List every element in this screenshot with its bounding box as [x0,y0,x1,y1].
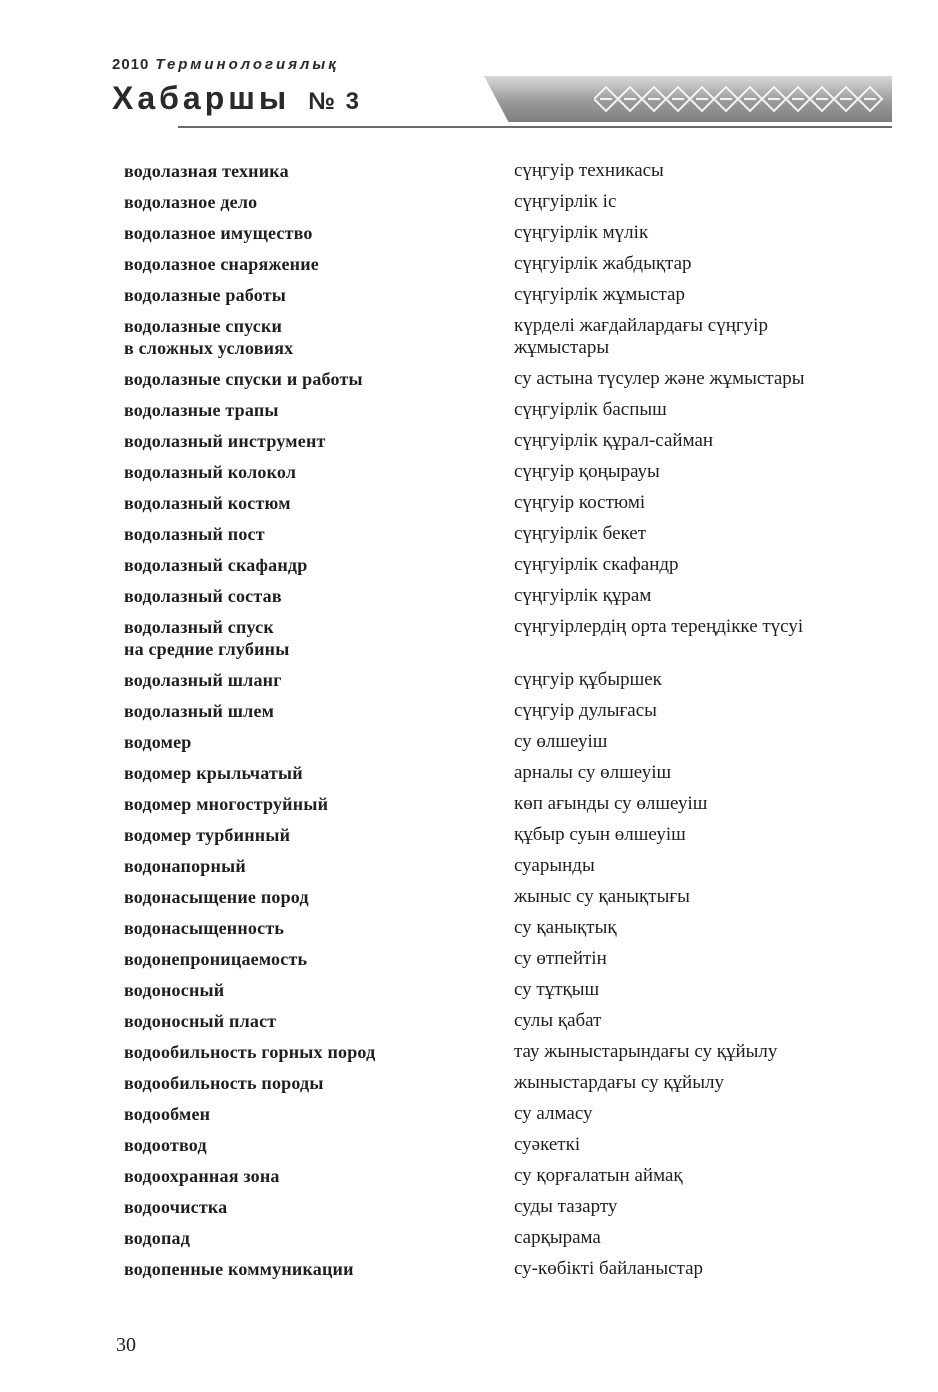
glossary-entry [124,160,894,182]
kazakh-term: сүңгуір костюмі [514,492,646,513]
kazakh-term: су-көбікті байланыстар [514,1258,704,1279]
glossary-entry [124,616,894,660]
russian-term: водомер турбинный [124,825,291,845]
ornament-pattern-icon [594,82,894,116]
kazakh-term: су қанықтық [514,917,617,938]
kazakh-term: су алмасу [514,1103,593,1124]
journal-series: Терминологиялық [155,56,339,73]
russian-term: водолазный спуск на средние глубины [124,617,290,659]
kazakh-term: сүңгуірлік жұмыстар [514,284,685,305]
glossary-entry [124,1165,894,1187]
glossary-entry [124,1010,894,1032]
glossary-entry [124,855,894,877]
glossary-entry [124,315,894,359]
journal-title: Хабаршы [112,80,291,116]
kazakh-term: суды тазарту [514,1196,618,1217]
glossary-entry [124,917,894,939]
glossary-entry [124,886,894,908]
russian-term: водонасыщение пород [124,887,309,907]
kazakh-term: сүңгуірлік скафандр [514,554,679,575]
russian-term: водомер многоструйный [124,794,329,814]
kazakh-term: сулы қабат [514,1010,602,1031]
kazakh-term: құбыр суын өлшеуіш [514,824,686,845]
russian-term: водообильность горных пород [124,1042,376,1062]
journal-series-line [112,56,339,73]
russian-term: водоотвод [124,1135,207,1155]
kazakh-term: сүңгуірлік құрал-сайман [514,430,714,451]
glossary-entry [124,700,894,722]
kazakh-term: тау жыныстарындағы су құйылу [514,1041,778,1062]
kazakh-term: сүңгуір қоңырауы [514,461,660,482]
glossary-entry [124,1103,894,1125]
glossary-entry [124,762,894,784]
russian-term: водонепроницаемость [124,949,308,969]
russian-term: водоочистка [124,1197,228,1217]
header-rule [178,126,892,128]
kazakh-term: күрделі жағдайлардағы сүңгуір жұмыстары [514,315,768,358]
glossary-entry [124,1258,894,1280]
glossary-entry [124,191,894,213]
russian-term: водоохранная зона [124,1166,280,1186]
glossary-entry [124,731,894,753]
kazakh-term: жыныс су қанықтығы [514,886,690,907]
russian-term: водомер [124,732,192,752]
russian-term: водолазный скафандр [124,555,308,575]
glossary-entry [124,461,894,483]
kazakh-term: суарынды [514,855,595,876]
glossary-entry [124,669,894,691]
glossary-entry [124,430,894,452]
russian-term: водолазные спуски и работы [124,369,363,389]
journal-issue: № 3 [308,88,362,115]
glossary-entry [124,1196,894,1218]
russian-term: водолазный костюм [124,493,291,513]
glossary-entry [124,253,894,275]
kazakh-term: сүңгуірлік іс [514,191,617,212]
kazakh-term: сүңгуірлік бекет [514,523,647,544]
kazakh-term: су өтпейтін [514,948,607,969]
glossary-entry [124,585,894,607]
kazakh-term: су қорғалатын аймақ [514,1165,683,1186]
glossary-entry [124,554,894,576]
kazakh-term: су тұтқыш [514,979,600,1000]
kazakh-term: сүңгуір дулығасы [514,700,657,721]
russian-term: водолазный колокол [124,462,297,482]
russian-term: водолазное дело [124,192,258,212]
glossary-entry [124,824,894,846]
glossary-entry [124,523,894,545]
kazakh-term: сүңгуірлердің орта тереңдікке түсуі [514,616,804,637]
russian-term: водолазные спуски в сложных условиях [124,316,294,358]
russian-term: водоносный [124,980,225,1000]
kazakh-term: көп ағынды су өлшеуіш [514,793,708,814]
russian-term: водолазные трапы [124,400,279,420]
kazakh-term: су астына түсулер және жұмыстары [514,368,805,389]
russian-term: водолазные работы [124,285,287,305]
russian-term: водолазный пост [124,524,265,544]
kazakh-term: сүңгуірлік жабдықтар [514,253,692,274]
glossary-entry [124,368,894,390]
glossary-entry [124,1041,894,1063]
russian-term: водолазный шлем [124,701,275,721]
journal-header [112,52,892,132]
glossary-entry [124,399,894,421]
glossary-entry [124,948,894,970]
kazakh-term: сүңгуірлік құрам [514,585,652,606]
kazakh-term: жыныстардағы су құйылу [514,1072,724,1093]
russian-term: водопенные коммуникации [124,1259,354,1279]
russian-term: водолазная техника [124,161,289,181]
page-number: 30 [116,1334,136,1356]
kazakh-term: сарқырама [514,1227,601,1248]
glossary-list [124,160,894,1289]
ornament-band [484,76,892,122]
glossary-entry [124,1134,894,1156]
russian-term: водолазный инструмент [124,431,326,451]
kazakh-term: су өлшеуіш [514,731,608,752]
russian-term: водопад [124,1228,191,1248]
russian-term: водолазное имущество [124,223,313,243]
glossary-entry [124,492,894,514]
glossary-entry [124,222,894,244]
russian-term: водообмен [124,1104,211,1124]
russian-term: водонасыщенность [124,918,285,938]
kazakh-term: сүңгуір техникасы [514,160,664,181]
journal-title-line [112,80,361,117]
kazakh-term: суәкеткі [514,1134,581,1155]
russian-term: водонапорный [124,856,246,876]
journal-year: 2010 [112,56,150,73]
kazakh-term: сүңгуірлік баспыш [514,399,667,420]
glossary-entry [124,1227,894,1249]
russian-term: водообильность породы [124,1073,324,1093]
glossary-entry [124,1072,894,1094]
russian-term: водоносный пласт [124,1011,277,1031]
kazakh-term: сүңгуір құбыршек [514,669,662,690]
russian-term: водомер крыльчатый [124,763,303,783]
glossary-entry [124,284,894,306]
russian-term: водолазное снаряжение [124,254,319,274]
glossary-entry [124,979,894,1001]
russian-term: водолазный состав [124,586,282,606]
russian-term: водолазный шланг [124,670,282,690]
glossary-entry [124,793,894,815]
kazakh-term: арналы су өлшеуіш [514,762,672,783]
kazakh-term: сүңгуірлік мүлік [514,222,649,243]
